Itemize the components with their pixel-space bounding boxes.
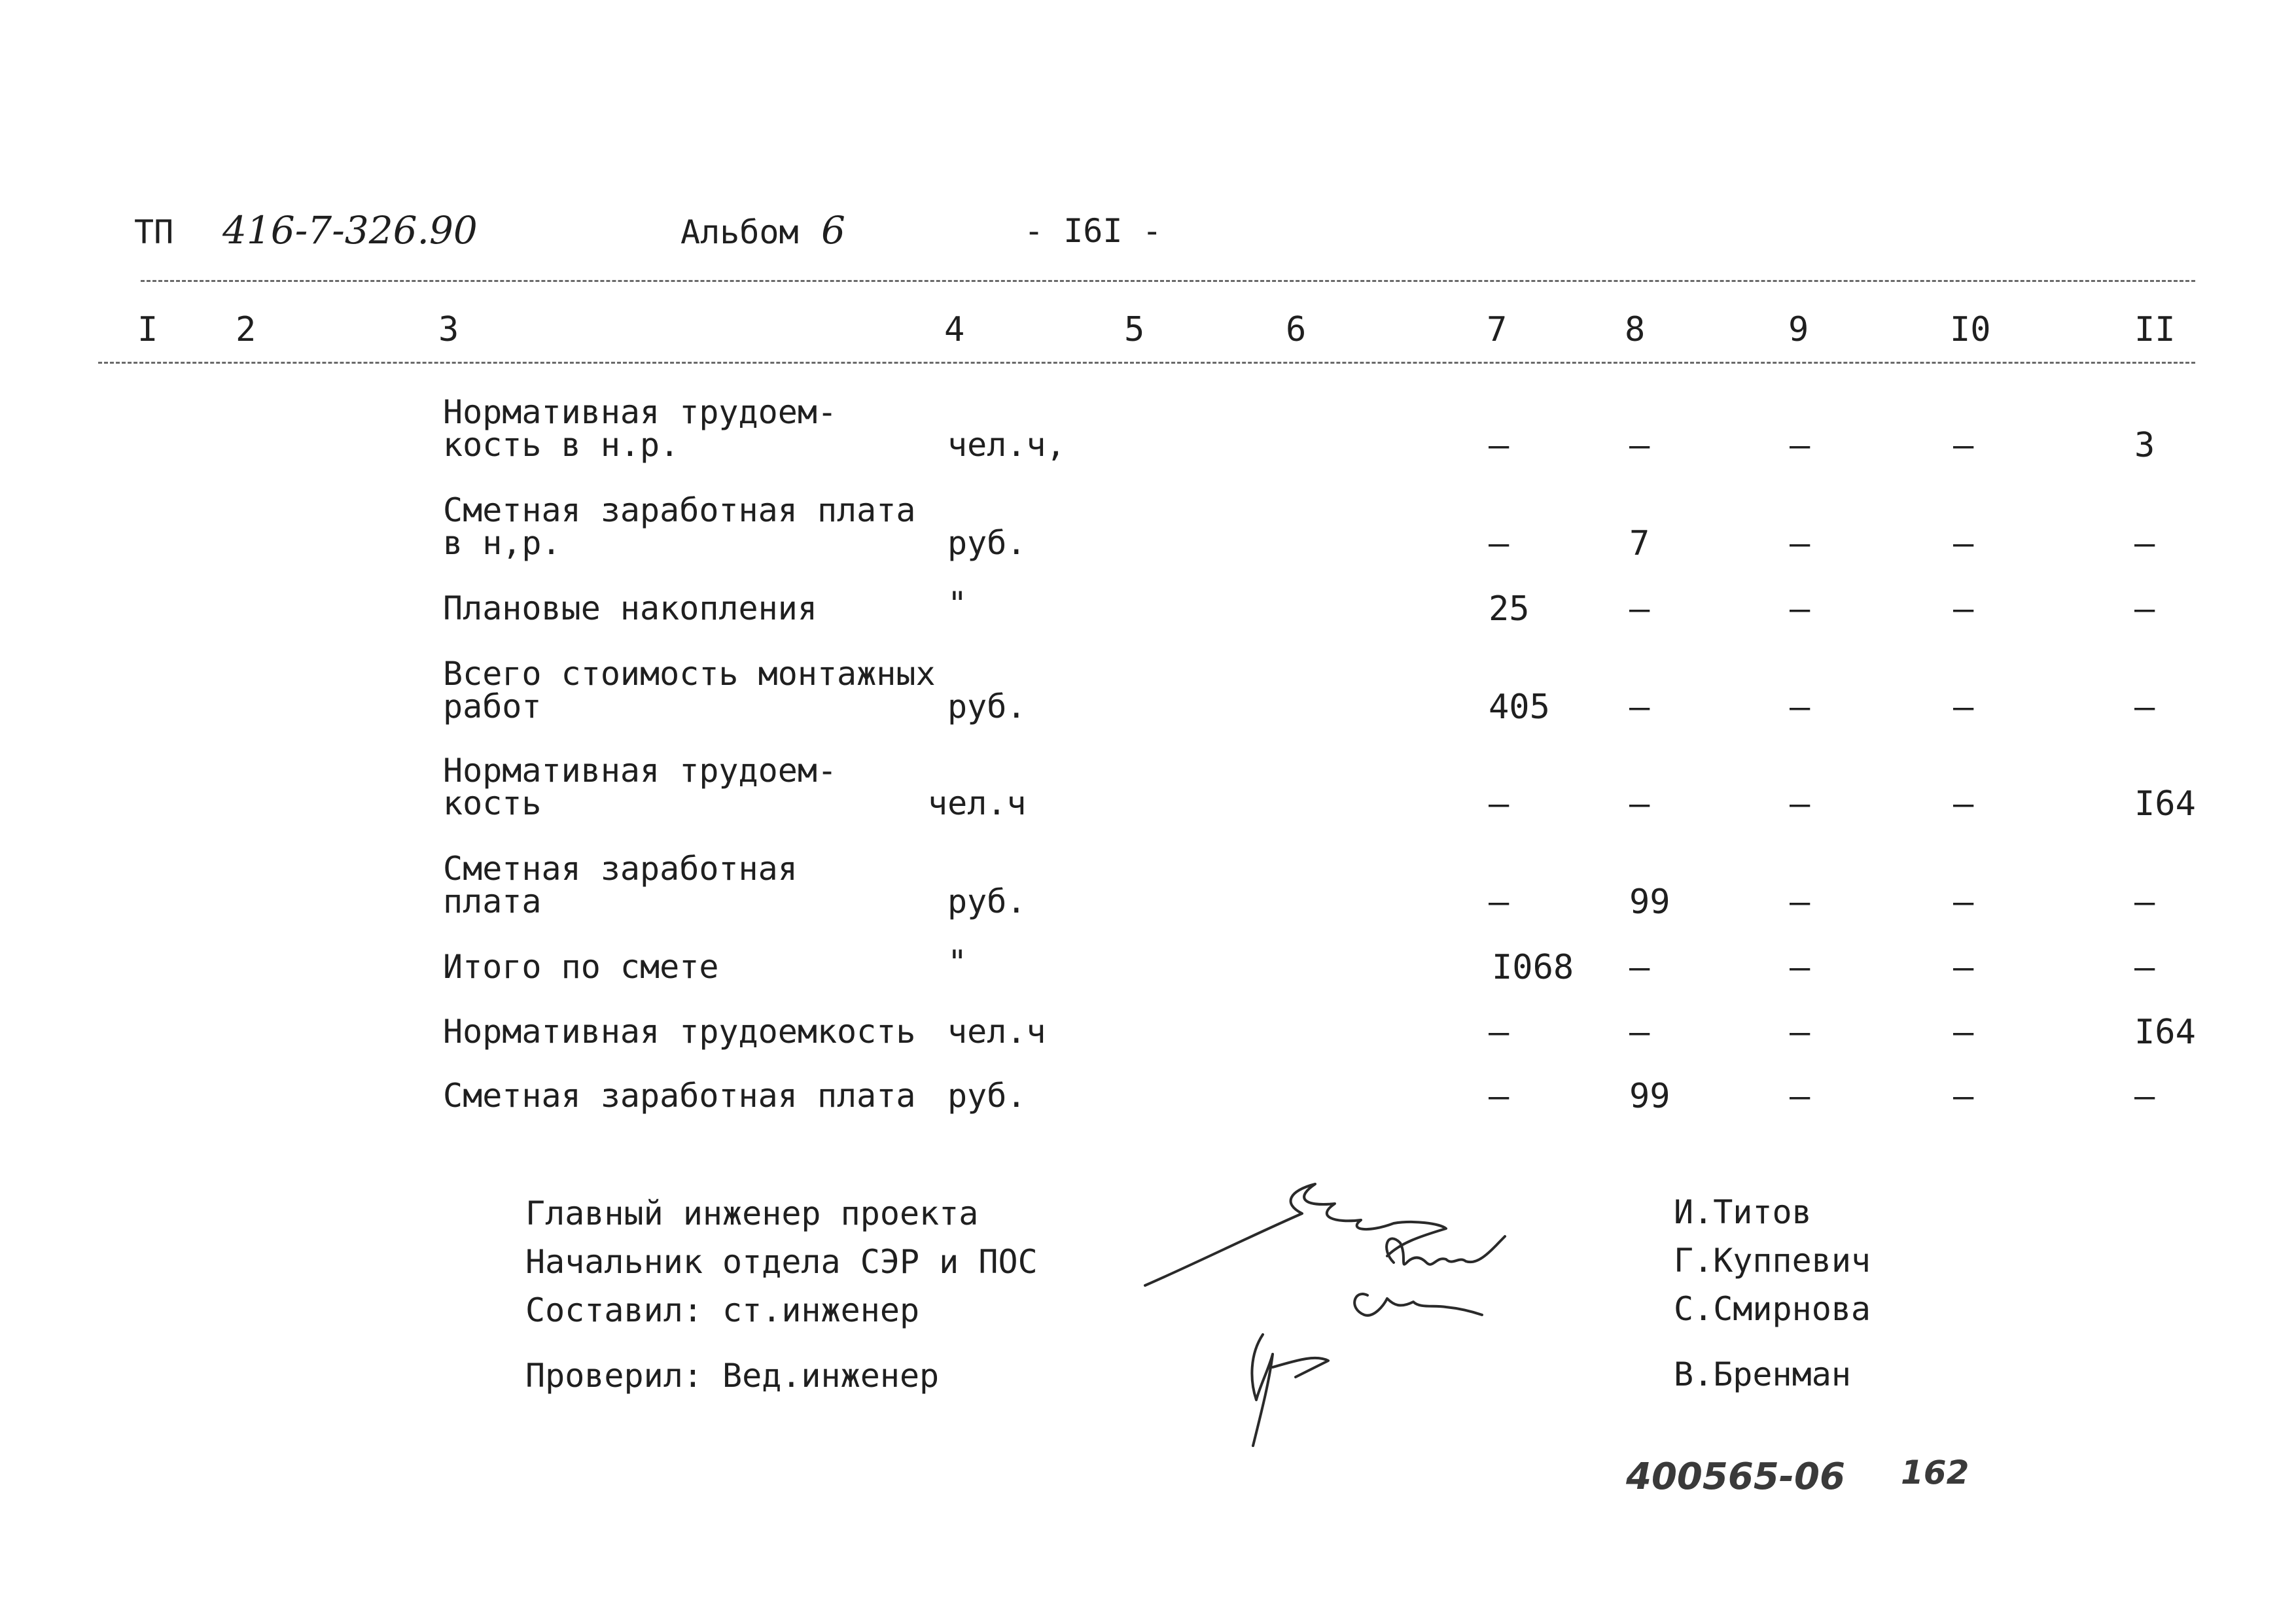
signatory-name: И.Титов bbox=[1674, 1193, 1812, 1231]
row-label-line: Сметная заработная плата bbox=[443, 1077, 916, 1115]
signatory-name: Г.Куппевич bbox=[1674, 1242, 1871, 1280]
column-number: 3 bbox=[438, 310, 459, 349]
cell-col10: – bbox=[1953, 1077, 1974, 1116]
row-label-line: в н,р. bbox=[443, 524, 561, 562]
row-unit: руб. bbox=[947, 1077, 1027, 1115]
column-number: I bbox=[137, 310, 158, 349]
cell-col8: – bbox=[1629, 948, 1650, 987]
handwritten-signatures bbox=[1139, 1158, 1597, 1485]
cell-col9: – bbox=[1790, 1077, 1810, 1116]
cell-col11: – bbox=[2134, 948, 2155, 987]
signatory-position: Главный инженер проекта bbox=[525, 1195, 979, 1232]
row-label-line: Сметная заработная плата bbox=[443, 491, 916, 529]
row-unit: руб. bbox=[947, 524, 1027, 562]
cell-col11: – bbox=[2134, 524, 2155, 563]
cell-col8: – bbox=[1629, 589, 1650, 629]
page-number: - I6I - bbox=[1024, 212, 1162, 250]
album-label: Альбом bbox=[680, 213, 799, 251]
column-number: 5 bbox=[1124, 310, 1145, 349]
cell-col10: – bbox=[1953, 524, 1974, 563]
row-label-line: кость в н.р. bbox=[443, 426, 680, 464]
cell-col9: – bbox=[1790, 882, 1810, 922]
row-unit: чел.ч bbox=[928, 784, 1027, 822]
cell-col9: – bbox=[1790, 426, 1810, 465]
row-label-line: Всего стоимость монтажных bbox=[443, 655, 936, 693]
cell-col10: – bbox=[1953, 589, 1974, 629]
column-number: 9 bbox=[1788, 310, 1809, 349]
cell-col10: – bbox=[1953, 688, 1974, 727]
cell-col7: – bbox=[1489, 524, 1510, 563]
cell-col8: – bbox=[1629, 1013, 1650, 1052]
archive-number: 400565-06 bbox=[1626, 1456, 1845, 1498]
cell-col10: – bbox=[1953, 784, 1974, 824]
cell-col8: 99 bbox=[1629, 882, 1670, 922]
cell-col11: – bbox=[2134, 688, 2155, 727]
row-unit: чел.ч, bbox=[947, 426, 1066, 464]
signatory-position: Проверил: Вед.инженер bbox=[525, 1357, 940, 1395]
cell-col10: – bbox=[1953, 1013, 1974, 1052]
cell-col7: – bbox=[1489, 882, 1510, 922]
series-label: ТП bbox=[134, 213, 174, 251]
row-unit: " bbox=[947, 585, 968, 623]
row-unit: " bbox=[947, 943, 968, 981]
cell-col11: I64 bbox=[2134, 784, 2196, 824]
column-number: II bbox=[2134, 310, 2176, 349]
signatory-name: В.Бренман bbox=[1674, 1355, 1851, 1393]
row-label-line: Нормативная трудоемкость bbox=[443, 1013, 916, 1051]
row-label-line: Нормативная трудоем- bbox=[443, 393, 838, 431]
cell-col8: – bbox=[1629, 426, 1650, 465]
cell-col8: 7 bbox=[1629, 524, 1650, 563]
cell-col10: – bbox=[1953, 882, 1974, 922]
cell-col11: 3 bbox=[2134, 426, 2155, 465]
cell-col11: I64 bbox=[2134, 1013, 2196, 1052]
cell-col9: – bbox=[1790, 688, 1810, 727]
cell-col7: – bbox=[1489, 784, 1510, 824]
column-number: I0 bbox=[1950, 310, 1991, 349]
row-label-line: работ bbox=[443, 688, 542, 725]
document-code: 416-7-326.90 bbox=[222, 208, 478, 253]
column-number: 7 bbox=[1487, 310, 1508, 349]
cell-col10: – bbox=[1953, 948, 1974, 987]
cell-col9: – bbox=[1790, 784, 1810, 824]
header-bottom-rule bbox=[98, 362, 2195, 364]
signatory-position: Начальник отдела СЭР и ПОС bbox=[525, 1243, 1038, 1281]
cell-col8: 99 bbox=[1629, 1077, 1670, 1116]
column-number: 4 bbox=[944, 310, 965, 349]
cell-col11: – bbox=[2134, 1077, 2155, 1116]
column-number: 8 bbox=[1625, 310, 1646, 349]
cell-col9: – bbox=[1790, 1013, 1810, 1052]
signature-titov bbox=[1145, 1184, 1446, 1285]
column-number: 2 bbox=[236, 310, 256, 349]
cell-col7: 25 bbox=[1489, 589, 1530, 629]
row-label-line: Нормативная трудоем- bbox=[443, 752, 838, 790]
row-label-line: кость bbox=[443, 784, 542, 822]
signatory-position: Составил: ст.инженер bbox=[525, 1291, 920, 1329]
cell-col7: – bbox=[1489, 1077, 1510, 1116]
row-label-line: Плановые накопления bbox=[443, 589, 817, 627]
cell-col11: – bbox=[2134, 882, 2155, 922]
cell-col7: I068 bbox=[1492, 948, 1574, 987]
row-label-line: Сметная заработная bbox=[443, 850, 798, 888]
cell-col9: – bbox=[1790, 524, 1810, 563]
cell-col7: 405 bbox=[1489, 688, 1550, 727]
cell-col8: – bbox=[1629, 784, 1650, 824]
row-unit: чел.ч bbox=[947, 1013, 1046, 1051]
signature-smirnova bbox=[1354, 1294, 1482, 1316]
column-number: 6 bbox=[1286, 310, 1307, 349]
cell-col10: – bbox=[1953, 426, 1974, 465]
cell-col11: – bbox=[2134, 589, 2155, 629]
signature-brenman bbox=[1252, 1335, 1328, 1446]
sheet-number: 162 bbox=[1901, 1454, 1969, 1492]
cell-col9: – bbox=[1790, 948, 1810, 987]
row-label-line: Итого по смете bbox=[443, 948, 719, 986]
album-number: 6 bbox=[821, 208, 845, 253]
cell-col7: – bbox=[1489, 426, 1510, 465]
row-unit: руб. bbox=[947, 688, 1027, 725]
row-label-line: плата bbox=[443, 882, 542, 920]
signatory-name: С.Смирнова bbox=[1674, 1290, 1871, 1328]
cell-col7: – bbox=[1489, 1013, 1510, 1052]
cell-col9: – bbox=[1790, 589, 1810, 629]
header-top-rule bbox=[141, 280, 2195, 282]
signature-kuppevich bbox=[1386, 1236, 1505, 1265]
row-unit: руб. bbox=[947, 882, 1027, 920]
cell-col8: – bbox=[1629, 688, 1650, 727]
